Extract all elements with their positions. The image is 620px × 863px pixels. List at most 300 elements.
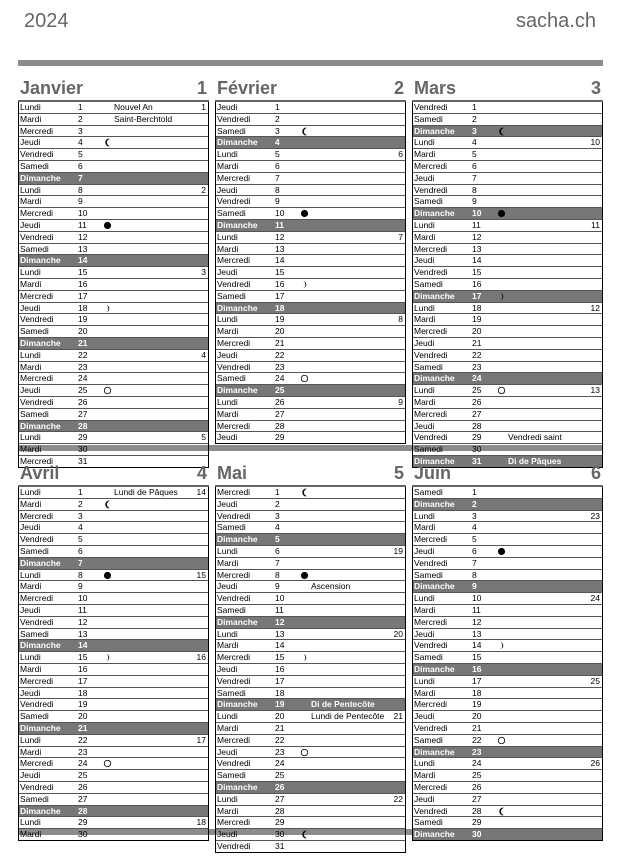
sunday-row: [216, 534, 405, 546]
weekday-name: Samedi: [217, 290, 246, 301]
day-number: 15: [472, 267, 482, 278]
weekday-name: Samedi: [217, 604, 246, 615]
weekday-name: Lundi: [217, 545, 238, 556]
day-row: [19, 652, 208, 664]
week-number: 2: [201, 184, 206, 195]
day-row: [413, 350, 602, 362]
weekday-name: Samedi: [20, 545, 49, 556]
weekday-name: Mercredi: [217, 569, 251, 580]
weekday-name: Lundi: [414, 385, 435, 396]
day-row: [216, 149, 405, 161]
day-row: [216, 841, 405, 852]
last-quarter-moon-icon: [103, 499, 112, 509]
day-number: 8: [275, 184, 280, 195]
day-number: 4: [275, 137, 280, 148]
day-number: 17: [275, 290, 285, 301]
day-number: 9: [472, 196, 477, 207]
first-quarter-moon-icon: [103, 303, 112, 313]
day-number: 8: [472, 184, 477, 195]
day-row: [19, 350, 208, 362]
weekday-name: Dimanche: [20, 337, 61, 348]
day-number: 1: [472, 487, 477, 497]
first-quarter-moon-icon: [103, 652, 112, 662]
sunday-row: [413, 291, 602, 303]
day-row: [216, 432, 405, 443]
weekday-name: Jeudi: [217, 746, 238, 757]
sunday-row: [19, 558, 208, 570]
day-number: 12: [472, 616, 482, 627]
day-number: 22: [472, 734, 482, 745]
weekday-name: Dimanche: [414, 125, 455, 136]
day-list: [412, 487, 603, 841]
day-number: 7: [275, 172, 280, 183]
weekday-name: Samedi: [414, 734, 443, 745]
week-number: 20: [393, 628, 403, 639]
day-row: [19, 291, 208, 303]
day-number: 23: [275, 746, 285, 757]
weekday-name: Vendredi: [217, 113, 251, 124]
day-number: 4: [472, 522, 477, 533]
full-moon-icon: [300, 373, 309, 383]
month-header: [18, 461, 209, 487]
sunday-row: [216, 617, 405, 629]
day-row: [19, 444, 208, 456]
sunday-row: [19, 806, 208, 818]
weekday-name: Mercredi: [217, 734, 251, 745]
sunday-row: [413, 664, 602, 676]
day-number: 28: [472, 805, 482, 816]
sunday-row: [19, 723, 208, 735]
day-row: [413, 817, 602, 829]
day-row: [413, 161, 602, 173]
weekday-name: Jeudi: [414, 711, 435, 722]
day-row: [413, 362, 602, 374]
weekday-name: Jeudi: [20, 604, 41, 615]
weekday-name: Samedi: [414, 196, 443, 207]
sunday-row: [216, 303, 405, 315]
last-quarter-moon-icon: [300, 487, 309, 497]
weekday-name: Samedi: [20, 711, 49, 722]
weekday-name: Mardi: [20, 196, 42, 207]
weekday-name: Mercredi: [20, 455, 54, 466]
weekday-name: Dimanche: [414, 746, 455, 757]
weekday-name: Vendredi: [414, 722, 448, 733]
weekday-name: Mercredi: [20, 208, 54, 219]
weekday-name: Samedi: [217, 373, 246, 384]
sunday-row: [19, 255, 208, 267]
day-number: 15: [275, 267, 285, 278]
full-moon-icon: [103, 758, 112, 768]
weekday-name: Dimanche: [20, 722, 61, 733]
day-number: 6: [275, 160, 280, 171]
day-number: 26: [275, 396, 285, 407]
day-number: 5: [275, 534, 280, 545]
day-number: 12: [275, 231, 285, 242]
weekday-name: Mardi: [20, 113, 42, 124]
day-row: [19, 511, 208, 523]
day-number: 13: [78, 243, 88, 254]
month-name: Février: [217, 78, 278, 98]
week-number: 16: [196, 652, 206, 663]
weekday-name: Samedi: [20, 793, 49, 804]
first-quarter-moon-icon: [497, 640, 506, 650]
day-number: 10: [472, 593, 482, 604]
weekday-name: Jeudi: [20, 137, 41, 148]
weekday-name: Mardi: [20, 278, 42, 289]
day-number: 6: [472, 545, 477, 556]
week-number: 6: [398, 149, 403, 160]
day-number: 28: [78, 805, 88, 816]
sunday-row: [216, 782, 405, 794]
day-row: [19, 817, 208, 829]
weekday-name: Vendredi: [20, 396, 54, 407]
day-number: 3: [275, 510, 280, 521]
day-row: [19, 534, 208, 546]
weekday-name: Mardi: [414, 522, 436, 533]
day-number: 15: [472, 652, 482, 663]
weekday-name: Mardi: [20, 444, 42, 455]
day-list: [18, 487, 209, 841]
day-number: 21: [78, 337, 88, 348]
month-name: Janvier: [20, 78, 84, 98]
day-row: [413, 196, 602, 208]
day-number: 5: [472, 149, 477, 160]
weekday-name: Lundi: [414, 510, 435, 521]
weekday-name: Jeudi: [20, 770, 41, 781]
sunday-row: [19, 173, 208, 185]
weekday-name: Jeudi: [217, 829, 238, 840]
weekday-name: Dimanche: [414, 498, 455, 509]
day-row: [413, 758, 602, 770]
weekday-name: Mardi: [414, 604, 436, 615]
day-number: 8: [78, 569, 83, 580]
day-row: [19, 676, 208, 688]
weekday-name: Jeudi: [217, 267, 238, 278]
day-row: [216, 114, 405, 126]
weekday-name: Lundi: [414, 137, 435, 148]
day-number: 22: [472, 349, 482, 360]
day-number: 11: [275, 604, 284, 615]
day-number: 1: [78, 487, 83, 497]
weekday-name: Samedi: [217, 125, 246, 136]
day-row: [19, 546, 208, 558]
last-quarter-moon-icon: [300, 829, 309, 839]
day-number: 27: [275, 793, 285, 804]
weekday-name: Dimanche: [414, 373, 455, 384]
day-number: 28: [275, 805, 285, 816]
weekday-name: Mardi: [414, 770, 436, 781]
day-number: 19: [472, 699, 482, 710]
day-number: 25: [472, 385, 482, 396]
sunday-row: [413, 747, 602, 759]
weekday-name: Vendredi: [414, 805, 448, 816]
day-number: 21: [275, 722, 285, 733]
weekday-name: Lundi: [217, 314, 238, 325]
day-row: [216, 314, 405, 326]
day-row: [19, 137, 208, 149]
weekday-name: Jeudi: [20, 522, 41, 533]
day-number: 12: [472, 231, 482, 242]
weekday-name: Mardi: [20, 361, 42, 372]
day-number: 14: [78, 255, 88, 266]
holiday-label: Di de Pentecôte: [311, 699, 375, 710]
day-row: [216, 747, 405, 759]
sunday-row: [216, 699, 405, 711]
day-row: [413, 487, 602, 499]
weekday-name: Dimanche: [414, 455, 455, 466]
day-row: [216, 605, 405, 617]
weekday-name: Lundi: [20, 349, 41, 360]
day-number: 11: [78, 219, 87, 230]
day-number: 30: [275, 829, 285, 840]
day-row: [413, 114, 602, 126]
day-number: 7: [275, 557, 280, 568]
day-number: 27: [275, 408, 285, 419]
weekday-name: Jeudi: [217, 581, 238, 592]
first-quarter-moon-icon: [497, 291, 506, 301]
month-block-janvier: [18, 76, 209, 468]
day-row: [413, 173, 602, 185]
day-number: 18: [78, 687, 88, 698]
weekday-name: Dimanche: [20, 640, 61, 651]
weekday-name: Vendredi: [217, 278, 251, 289]
day-number: 14: [275, 255, 285, 266]
day-number: 23: [78, 746, 88, 757]
day-row: [216, 208, 405, 220]
day-row: [19, 688, 208, 700]
day-row: [19, 432, 208, 444]
weekday-name: Mercredi: [217, 172, 251, 183]
weekday-name: Mercredi: [20, 758, 54, 769]
week-number: 15: [196, 569, 206, 580]
weekday-name: Dimanche: [217, 781, 258, 792]
day-row: [413, 267, 602, 279]
day-row: [216, 570, 405, 582]
day-row: [19, 711, 208, 723]
day-row: [19, 149, 208, 161]
first-quarter-moon-icon: [300, 652, 309, 662]
day-number: 29: [275, 432, 285, 443]
day-row: [413, 806, 602, 818]
month-block-mars: [412, 76, 603, 468]
weekday-name: Vendredi: [217, 196, 251, 207]
weekday-name: Mardi: [20, 829, 42, 840]
weekday-name: Mercredi: [414, 616, 448, 627]
day-number: 22: [275, 349, 285, 360]
day-number: 19: [78, 314, 88, 325]
weekday-name: Mercredi: [414, 699, 448, 710]
day-row: [216, 711, 405, 723]
weekday-name: Vendredi: [414, 184, 448, 195]
day-number: 6: [472, 160, 477, 171]
weekday-name: Dimanche: [217, 616, 258, 627]
month-name: Mars: [414, 78, 457, 98]
day-row: [19, 409, 208, 421]
day-row: [216, 185, 405, 197]
day-number: 8: [78, 184, 83, 195]
day-number: 24: [472, 373, 482, 384]
week-number: 5: [201, 432, 206, 443]
day-row: [216, 279, 405, 291]
weekday-name: Vendredi: [414, 102, 448, 112]
day-number: 20: [472, 326, 482, 337]
day-row: [19, 303, 208, 315]
day-list: [412, 102, 603, 468]
day-row: [216, 102, 405, 114]
sunday-row: [19, 338, 208, 350]
weekday-name: Mercredi: [20, 373, 54, 384]
day-number: 3: [472, 510, 477, 521]
weekday-name: Lundi: [217, 711, 238, 722]
day-number: 26: [78, 396, 88, 407]
day-row: [216, 338, 405, 350]
day-row: [19, 522, 208, 534]
day-number: 18: [472, 687, 482, 698]
day-number: 31: [78, 455, 88, 466]
weekday-name: Mardi: [217, 408, 239, 419]
day-number: 29: [275, 817, 285, 828]
day-row: [413, 409, 602, 421]
month-number: 1: [196, 78, 207, 98]
day-row: [19, 735, 208, 747]
week-number: 12: [590, 302, 600, 313]
weekday-name: Dimanche: [217, 534, 258, 545]
day-row: [19, 487, 208, 499]
day-number: 30: [78, 829, 88, 840]
day-number: 3: [472, 125, 477, 136]
day-number: 25: [275, 770, 285, 781]
day-row: [216, 640, 405, 652]
week-number: 26: [590, 758, 600, 769]
weekday-name: Mardi: [414, 231, 436, 242]
new-moon-icon: [300, 570, 309, 580]
day-row: [19, 593, 208, 605]
day-row: [19, 499, 208, 511]
sunday-row: [216, 220, 405, 232]
weekday-name: Vendredi: [20, 616, 54, 627]
weekday-name: Mercredi: [217, 817, 251, 828]
weekday-name: Dimanche: [20, 805, 61, 816]
day-row: [216, 326, 405, 338]
weekday-name: Samedi: [217, 687, 246, 698]
day-row: [413, 511, 602, 523]
weekday-name: Samedi: [414, 569, 443, 580]
week-number: 4: [201, 349, 206, 360]
day-row: [19, 385, 208, 397]
day-number: 16: [78, 278, 88, 289]
day-row: [19, 629, 208, 641]
day-row: [413, 652, 602, 664]
day-number: 26: [275, 781, 285, 792]
weekday-name: Jeudi: [217, 432, 238, 443]
weekday-name: Vendredi: [217, 840, 251, 851]
week-number: 25: [590, 675, 600, 686]
day-row: [216, 581, 405, 593]
day-number: 9: [472, 581, 477, 592]
day-row: [216, 652, 405, 664]
day-number: 24: [275, 373, 285, 384]
day-number: 7: [472, 172, 477, 183]
day-row: [413, 279, 602, 291]
day-row: [19, 747, 208, 759]
weekday-name: Dimanche: [217, 219, 258, 230]
weekday-name: Mercredi: [217, 255, 251, 266]
full-moon-icon: [497, 735, 506, 745]
day-row: [216, 770, 405, 782]
weekday-name: Vendredi: [217, 593, 251, 604]
weekday-name: Lundi: [414, 675, 435, 686]
sunday-row: [216, 385, 405, 397]
day-number: 20: [275, 711, 285, 722]
weekday-name: Samedi: [20, 243, 49, 254]
day-row: [19, 102, 208, 114]
weekday-name: Vendredi: [414, 432, 448, 443]
day-number: 10: [472, 208, 482, 219]
week-number: 9: [398, 396, 403, 407]
weekday-name: Mercredi: [414, 408, 448, 419]
day-number: 20: [78, 711, 88, 722]
day-row: [19, 114, 208, 126]
day-number: 13: [78, 628, 88, 639]
day-row: [19, 373, 208, 385]
weekday-name: Dimanche: [217, 699, 258, 710]
weekday-name: Jeudi: [414, 545, 435, 556]
day-row: [413, 558, 602, 570]
weekday-name: Jeudi: [217, 349, 238, 360]
weekday-name: Dimanche: [414, 581, 455, 592]
new-moon-icon: [103, 220, 112, 230]
day-row: [413, 735, 602, 747]
weekday-name: Samedi: [20, 326, 49, 337]
day-number: 30: [472, 444, 482, 455]
day-row: [216, 664, 405, 676]
weekday-name: Lundi: [217, 396, 238, 407]
day-number: 22: [78, 349, 88, 360]
day-number: 10: [275, 208, 285, 219]
day-number: 3: [78, 125, 83, 136]
day-row: [19, 126, 208, 138]
weekday-name: Jeudi: [414, 793, 435, 804]
day-row: [19, 161, 208, 173]
new-moon-icon: [300, 208, 309, 218]
week-number: 13: [590, 385, 600, 396]
day-row: [413, 570, 602, 582]
day-number: 5: [78, 149, 83, 160]
week-number: 1: [201, 102, 206, 112]
weekday-name: Vendredi: [414, 349, 448, 360]
day-row: [216, 173, 405, 185]
weekday-name: Mardi: [217, 640, 239, 651]
weekday-name: Jeudi: [20, 219, 41, 230]
day-number: 4: [78, 137, 83, 148]
weekday-name: Samedi: [217, 522, 246, 533]
day-number: 18: [275, 302, 285, 313]
day-row: [413, 770, 602, 782]
day-number: 5: [78, 534, 83, 545]
month-header: [215, 461, 406, 487]
day-number: 24: [78, 373, 88, 384]
day-number: 1: [275, 487, 280, 497]
day-number: 24: [275, 758, 285, 769]
weekday-name: Vendredi: [20, 534, 54, 545]
month-name: Mai: [217, 463, 248, 483]
day-row: [413, 546, 602, 558]
day-row: [413, 244, 602, 256]
weekday-name: Samedi: [20, 408, 49, 419]
weekday-name: Jeudi: [217, 663, 238, 674]
month-number: 2: [393, 78, 404, 98]
weekday-name: Mercredi: [217, 487, 251, 497]
